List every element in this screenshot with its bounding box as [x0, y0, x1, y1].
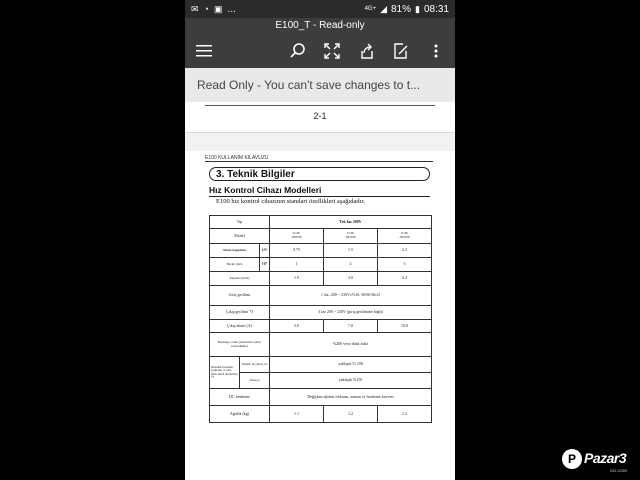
table-cell: 3 [378, 258, 432, 272]
page-number: 2-1 [313, 111, 327, 121]
table-cell: 1.1 [270, 406, 324, 423]
network-type: 4G+ [364, 6, 377, 12]
page-gap [185, 133, 455, 151]
more-notifications: ... [227, 3, 236, 15]
table-cell: Dinamik frenleme (yaklaşık % tork, (kısa süreli durdurma) *3 [210, 357, 240, 389]
doc-running-header: E100 KULLANIM KILAVUZU [205, 155, 269, 161]
table-cell: 3.0 [324, 272, 378, 286]
gallery-icon: ▣ [213, 3, 223, 14]
document-title: E100_T - Read-only [185, 18, 455, 36]
battery-icon: ▮ [415, 3, 420, 14]
watermark [562, 447, 636, 475]
table-cell: E100 -0015SE [324, 229, 378, 244]
table-cell: 1.2 [378, 406, 432, 423]
menu-icon[interactable] [193, 40, 215, 62]
table-cell: 2.2 [378, 244, 432, 258]
read-only-banner: Read Only - You can't save changes to t... [185, 68, 455, 102]
clock: 08:31 [423, 3, 449, 15]
document-page [185, 151, 455, 480]
edit-icon[interactable] [390, 40, 412, 62]
table-cell: yaklaşık % 100 [270, 357, 432, 373]
battery-percent: 81% [391, 3, 412, 15]
watermark-sub: GG.COM [610, 468, 627, 473]
signal-icon: ◢ [380, 3, 387, 14]
table-cell: Ağırlık (kg) [210, 406, 270, 423]
table-cell: 1 [270, 258, 324, 272]
table-cell: Değişken işletim frekansı, zaman ve frenleme kuvveti [270, 389, 432, 406]
table-cell: Tek faz 200V [270, 216, 432, 229]
table-cell: Sürekli/ dış direnç ile [240, 357, 270, 373]
table-cell: 1.9 [270, 272, 324, 286]
table-cell: Motor kapasitesi [210, 244, 260, 258]
watermark-logo: P [562, 449, 582, 469]
fullscreen-icon[interactable] [321, 40, 343, 62]
table-cell: 10.0 [378, 320, 432, 333]
intro-text: E100 hız kontrol cihazının standart özellikleri aşağıdadır. [216, 198, 365, 205]
table-cell: Tip [210, 216, 270, 229]
table-cell: 5.0 [270, 320, 324, 333]
table-cell: 3 faz 200 ~ 230V (giriş gerilimine bağlı) [270, 306, 432, 320]
table-cell: 1.5 [324, 244, 378, 258]
spec-table [209, 215, 432, 423]
table-cell: %200 veya daha fazla [270, 333, 432, 357]
table-cell: DC frenleme [210, 389, 270, 406]
previous-page [185, 102, 455, 133]
status-bar [185, 0, 455, 18]
share-icon[interactable] [356, 40, 378, 62]
table-cell: Çıkış akımı (A) [210, 320, 270, 333]
table-cell: 4.2 [378, 272, 432, 286]
watermark-brand: Pazar3 [584, 450, 627, 466]
more-options-icon[interactable] [425, 40, 447, 62]
search-icon[interactable] [287, 40, 309, 62]
table-cell: direnççe [240, 373, 270, 389]
section-subtitle: Hız Kontrol Cihazı Modelleri [209, 185, 322, 195]
section-title: 3. Teknik Bilgiler [209, 167, 430, 181]
notification-icon: ◔ [203, 4, 209, 14]
table-cell: kW [260, 244, 270, 258]
table-cell: E100 -0007SE [270, 229, 324, 244]
table-cell: 0.75 [270, 244, 324, 258]
table-cell: Giriş gerilimi [210, 286, 270, 306]
table-cell: Başlangıç torku (sensörsüz vektör kontrolünde) [210, 333, 270, 357]
table-cell: Beygir gücü [210, 258, 260, 272]
phone-screen [185, 0, 455, 480]
table-cell: E100 -0022SE [378, 229, 432, 244]
table-cell: Kapasite (kVA) [210, 272, 270, 286]
table-cell: 1.2 [324, 406, 378, 423]
table-cell: 7.0 [324, 320, 378, 333]
table-cell: Model [210, 229, 270, 244]
toolbar [185, 36, 455, 68]
message-icon: ✉ [191, 3, 199, 14]
table-cell: HP [260, 258, 270, 272]
table-cell: Çıkış gerilimi *3 [210, 306, 270, 320]
table-cell: yaklaşık %150 [270, 373, 432, 389]
table-cell: 1 faz, 200 ~ 230V±%10, 50/60 Hz±5 [270, 286, 432, 306]
table-cell: 2 [324, 258, 378, 272]
